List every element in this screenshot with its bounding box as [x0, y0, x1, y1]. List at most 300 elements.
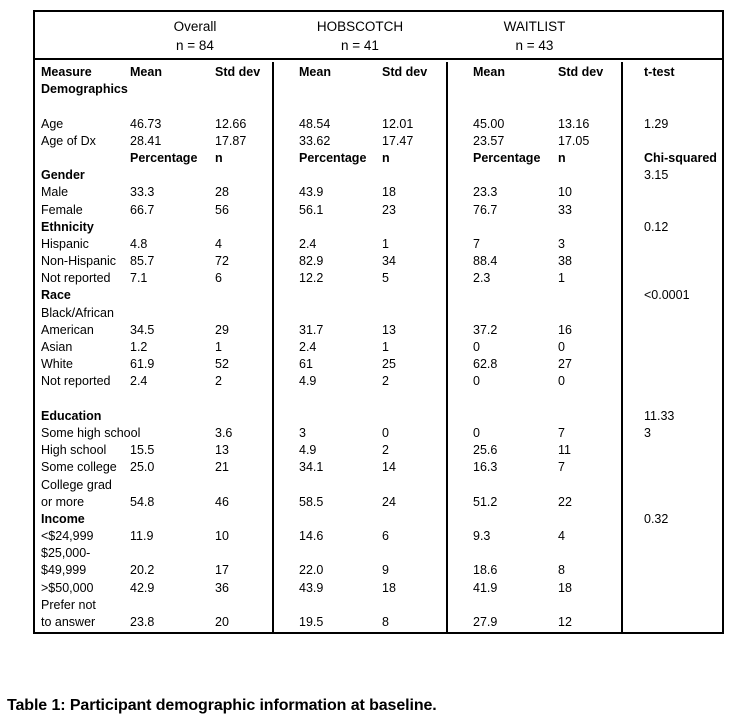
overall-std-cell: Std dev — [215, 65, 261, 79]
table-row — [35, 511, 722, 528]
overall-mean-cell: 1.2 — [130, 340, 148, 354]
waitlist-std-cell: n — [558, 150, 566, 165]
hobscotch-std-cell — [361, 219, 447, 236]
group-title: Overall — [173, 19, 217, 34]
waitlist-std-cell — [535, 477, 622, 494]
group-header-overall — [95, 12, 295, 55]
overall-std-cell — [211, 167, 273, 184]
row-label: High school — [41, 443, 107, 458]
hobscotch-std-cell — [361, 81, 447, 98]
overall-mean-cell — [123, 287, 211, 304]
overall-std-cell: 17.87 — [215, 133, 247, 148]
stat-cell — [622, 305, 722, 322]
hobscotch-mean-cell — [273, 511, 361, 528]
hobscotch-std-cell — [361, 98, 447, 115]
row-label: $25,000- — [41, 546, 91, 561]
row-label: <$24,999 — [41, 529, 94, 544]
overall-std-cell: 6 — [215, 271, 222, 286]
row-label: Non-Hispanic — [41, 254, 117, 269]
table-row — [35, 116, 722, 133]
overall-std-cell — [211, 511, 273, 528]
stat-cell — [622, 253, 722, 270]
overall-mean-cell — [123, 219, 211, 236]
stat-cell — [622, 562, 722, 579]
overall-mean-cell: 85.7 — [130, 254, 155, 269]
hobscotch-mean-cell: 43.9 — [299, 185, 324, 200]
overall-mean-cell: 61.9 — [130, 357, 155, 372]
hobscotch-mean-cell: 14.6 — [299, 529, 324, 544]
hobscotch-mean-cell — [273, 219, 361, 236]
waitlist-mean-cell — [447, 219, 535, 236]
hobscotch-mean-cell: 19.5 — [299, 615, 324, 629]
group-header-hobscotch — [273, 12, 447, 55]
table-row — [35, 339, 722, 356]
hobscotch-mean-cell: 43.9 — [299, 580, 324, 595]
table-row — [35, 373, 722, 390]
waitlist-std-cell — [535, 167, 622, 184]
waitlist-std-cell: 10 — [558, 185, 572, 200]
overall-std-cell: 20 — [215, 615, 229, 629]
stat-cell: 0.32 — [644, 511, 669, 526]
overall-mean-cell — [123, 511, 211, 528]
waitlist-mean-cell: 0 — [473, 425, 480, 440]
hobscotch-mean-cell: 3 — [299, 425, 306, 440]
hobscotch-mean-cell — [273, 391, 361, 408]
stat-cell — [622, 356, 722, 373]
table-row — [35, 356, 722, 373]
waitlist-mean-cell: 45.00 — [473, 116, 505, 131]
waitlist-mean-cell: 16.3 — [473, 460, 498, 475]
overall-mean-cell — [123, 98, 211, 115]
hobscotch-std-cell — [361, 391, 447, 408]
overall-mean-cell: 11.9 — [130, 529, 154, 544]
table-row — [35, 597, 722, 614]
waitlist-mean-cell — [447, 167, 535, 184]
waitlist-std-cell: 7 — [558, 460, 565, 475]
overall-std-cell: 3.6 — [215, 425, 233, 440]
waitlist-mean-cell: 41.9 — [473, 580, 498, 595]
hobscotch-mean-cell: 34.1 — [299, 460, 324, 475]
hobscotch-std-cell: 18 — [382, 185, 396, 200]
stat-cell — [622, 442, 722, 459]
waitlist-mean-cell: 27.9 — [473, 615, 498, 629]
overall-mean-cell: 15.5 — [130, 443, 155, 458]
overall-mean-cell — [123, 305, 211, 322]
waitlist-mean-cell — [447, 287, 535, 304]
table-row — [35, 614, 722, 631]
stat-cell — [622, 270, 722, 287]
hobscotch-mean-cell: Percentage — [299, 150, 367, 165]
waitlist-mean-cell: 23.57 — [473, 133, 505, 148]
stat-cell — [622, 614, 722, 631]
overall-mean-cell — [123, 81, 211, 98]
row-label: Gender — [41, 168, 85, 183]
stat-cell — [622, 322, 722, 339]
overall-std-cell — [211, 287, 273, 304]
hobscotch-std-cell: 34 — [382, 254, 396, 269]
stat-cell: 1.29 — [644, 116, 669, 131]
overall-std-cell: 29 — [215, 322, 229, 337]
hobscotch-mean-cell: 56.1 — [299, 202, 324, 217]
overall-mean-cell: 42.9 — [130, 580, 155, 595]
table-row — [35, 150, 722, 167]
waitlist-std-cell — [535, 597, 622, 614]
hobscotch-mean-cell: 61 — [299, 357, 313, 372]
overall-mean-cell: 20.2 — [130, 563, 155, 578]
waitlist-mean-cell: 2.3 — [473, 271, 491, 286]
hobscotch-std-cell — [361, 287, 447, 304]
hobscotch-std-cell: 23 — [382, 202, 396, 217]
waitlist-mean-cell — [447, 545, 535, 562]
table-row — [35, 391, 722, 408]
column-divider — [446, 62, 448, 632]
table-row — [35, 408, 722, 425]
overall-mean-cell: 46.73 — [130, 116, 162, 131]
overall-mean-cell: 66.7 — [130, 202, 155, 217]
hobscotch-mean-cell — [273, 287, 361, 304]
waitlist-mean-cell — [447, 391, 535, 408]
row-label: Demographics — [41, 82, 128, 97]
group-title: WAITLIST — [503, 19, 566, 34]
hobscotch-std-cell: 2 — [382, 443, 389, 458]
hobscotch-std-cell: 18 — [382, 580, 396, 595]
hobscotch-std-cell: 14 — [382, 460, 396, 475]
table-row — [35, 562, 722, 579]
stat-cell — [622, 339, 722, 356]
row-label: or more — [41, 494, 85, 509]
hobscotch-mean-cell — [273, 477, 361, 494]
overall-std-cell: 10 — [215, 529, 229, 544]
waitlist-mean-cell — [447, 81, 535, 98]
hobscotch-std-cell — [361, 477, 447, 494]
row-label: >$50,000 — [41, 580, 94, 595]
table-row — [35, 236, 722, 253]
waitlist-std-cell: 13.16 — [558, 116, 590, 131]
hobscotch-std-cell: 17.47 — [382, 133, 414, 148]
hobscotch-std-cell: Std dev — [382, 65, 428, 79]
waitlist-mean-cell: 23.3 — [473, 185, 498, 200]
hobscotch-std-cell — [361, 167, 447, 184]
overall-mean-cell: 7.1 — [130, 271, 148, 286]
hobscotch-std-cell: 1 — [382, 236, 389, 251]
overall-mean-cell: 23.8 — [130, 615, 155, 629]
hobscotch-std-cell — [361, 511, 447, 528]
table-header-band — [35, 12, 722, 60]
overall-std-cell: 12.66 — [215, 116, 247, 131]
row-label: Race — [41, 288, 71, 303]
stat-cell — [622, 81, 722, 98]
group-n: n = 84 — [176, 38, 214, 53]
hobscotch-std-cell: 1 — [382, 340, 389, 354]
row-label — [35, 150, 123, 167]
row-label: Ethnicity — [41, 219, 94, 234]
waitlist-std-cell: 12 — [558, 615, 572, 629]
row-label: $49,999 — [41, 563, 87, 578]
waitlist-std-cell — [535, 408, 622, 425]
waitlist-std-cell — [535, 305, 622, 322]
overall-std-cell — [211, 81, 273, 98]
overall-std-cell — [211, 305, 273, 322]
waitlist-mean-cell: Mean — [473, 65, 505, 79]
table-row — [35, 64, 722, 81]
waitlist-mean-cell — [447, 511, 535, 528]
waitlist-mean-cell: 76.7 — [473, 202, 498, 217]
overall-std-cell: 2 — [215, 374, 222, 389]
waitlist-std-cell: 3 — [558, 236, 565, 251]
table-row — [35, 477, 722, 494]
hobscotch-mean-cell: 2.4 — [299, 236, 317, 251]
hobscotch-std-cell: 9 — [382, 563, 389, 578]
row-label: Male — [41, 185, 69, 200]
stat-cell — [622, 236, 722, 253]
demographics-table — [33, 10, 724, 634]
overall-mean-cell: 2.4 — [130, 374, 148, 389]
table-body — [35, 62, 722, 632]
table-row — [35, 219, 722, 236]
table-row — [35, 528, 722, 545]
overall-std-cell: 1 — [215, 340, 222, 354]
waitlist-std-cell — [535, 287, 622, 304]
waitlist-mean-cell — [447, 408, 535, 425]
hobscotch-mean-cell: 48.54 — [299, 116, 331, 131]
table-row — [35, 442, 722, 459]
overall-mean-cell: 33.3 — [130, 185, 155, 200]
overall-mean-cell: 4.8 — [130, 236, 148, 251]
overall-std-cell: 21 — [215, 460, 229, 475]
hobscotch-mean-cell: 12.2 — [299, 271, 324, 286]
stat-cell: 11.33 — [644, 408, 675, 423]
overall-std-cell: 28 — [215, 185, 229, 200]
hobscotch-std-cell: 25 — [382, 357, 396, 372]
row-label: Female — [41, 202, 83, 217]
hobscotch-mean-cell: 82.9 — [299, 254, 324, 269]
waitlist-std-cell — [535, 98, 622, 115]
waitlist-std-cell: 0 — [558, 374, 565, 389]
overall-std-cell — [211, 477, 273, 494]
hobscotch-std-cell — [361, 545, 447, 562]
table-row — [35, 184, 722, 201]
stat-cell: t-test — [644, 65, 675, 79]
stat-cell — [622, 459, 722, 476]
stat-cell — [622, 580, 722, 597]
waitlist-mean-cell — [447, 477, 535, 494]
row-label: White — [41, 357, 73, 372]
waitlist-std-cell: 27 — [558, 357, 572, 372]
waitlist-std-cell: 11 — [558, 443, 571, 458]
stat-cell — [622, 477, 722, 494]
waitlist-std-cell: 16 — [558, 322, 572, 337]
table-row — [35, 494, 722, 511]
hobscotch-std-cell: 6 — [382, 529, 389, 544]
hobscotch-mean-cell — [273, 81, 361, 98]
row-label: Asian — [41, 340, 73, 354]
overall-std-cell: 13 — [215, 443, 229, 458]
row-label: to answer — [41, 615, 96, 629]
overall-std-cell: 46 — [215, 494, 229, 509]
overall-std-cell: 52 — [215, 357, 229, 372]
waitlist-std-cell: 4 — [558, 529, 565, 544]
hobscotch-mean-cell — [273, 305, 361, 322]
overall-mean-cell — [123, 477, 211, 494]
overall-mean-cell — [123, 597, 211, 614]
table-caption: Table 1: Participant demographic information at baseline. — [7, 697, 437, 714]
overall-std-cell — [211, 545, 273, 562]
row-label: Some high school — [41, 425, 141, 440]
row-label: American — [41, 322, 94, 337]
stat-cell — [622, 391, 722, 408]
overall-std-cell — [211, 391, 273, 408]
row-label: Education — [41, 408, 102, 423]
row-label: Age — [41, 116, 64, 131]
table-row — [35, 305, 722, 322]
waitlist-std-cell — [535, 511, 622, 528]
hobscotch-mean-cell: Mean — [299, 65, 331, 79]
stat-cell — [622, 545, 722, 562]
row-label: Measure — [41, 65, 92, 79]
stat-cell — [622, 184, 722, 201]
hobscotch-mean-cell — [273, 597, 361, 614]
stat-cell: 3.15 — [644, 168, 669, 183]
overall-std-cell: n — [215, 150, 223, 165]
row-label: Income — [41, 511, 85, 526]
hobscotch-mean-cell: 4.9 — [299, 443, 317, 458]
table-row — [35, 322, 722, 339]
hobscotch-std-cell: 0 — [382, 425, 389, 440]
table-row — [35, 98, 722, 115]
overall-std-cell: 56 — [215, 202, 229, 217]
overall-mean-cell: 34.5 — [130, 322, 155, 337]
overall-std-cell — [211, 98, 273, 115]
column-divider — [272, 62, 274, 632]
waitlist-std-cell: 8 — [558, 563, 565, 578]
waitlist-std-cell — [535, 81, 622, 98]
waitlist-std-cell — [535, 545, 622, 562]
stat-cell — [622, 528, 722, 545]
stat-cell — [622, 597, 722, 614]
waitlist-std-cell: 1 — [558, 271, 565, 286]
waitlist-mean-cell: 7 — [473, 236, 480, 251]
overall-mean-cell: Percentage — [130, 150, 198, 165]
waitlist-mean-cell: 37.2 — [473, 322, 498, 337]
waitlist-mean-cell: 51.2 — [473, 494, 498, 509]
overall-mean-cell: 25.0 — [130, 460, 155, 475]
table-row — [35, 81, 722, 98]
waitlist-std-cell — [535, 391, 622, 408]
row-label: Black/African — [41, 305, 114, 320]
overall-mean-cell — [123, 425, 211, 442]
waitlist-std-cell — [535, 219, 622, 236]
hobscotch-std-cell: 24 — [382, 494, 396, 509]
hobscotch-std-cell — [361, 305, 447, 322]
hobscotch-mean-cell: 2.4 — [299, 340, 317, 354]
waitlist-std-cell: 0 — [558, 340, 565, 354]
table-row — [35, 580, 722, 597]
stat-cell: <0.0001 — [644, 288, 690, 303]
waitlist-std-cell: 33 — [558, 202, 572, 217]
hobscotch-mean-cell: 4.9 — [299, 374, 317, 389]
overall-mean-cell — [123, 167, 211, 184]
group-header-waitlist — [447, 12, 622, 55]
waitlist-mean-cell: Percentage — [473, 150, 541, 165]
table-row — [35, 202, 722, 219]
hobscotch-mean-cell — [273, 167, 361, 184]
table-row — [35, 459, 722, 476]
table-row — [35, 425, 722, 442]
hobscotch-std-cell: 12.01 — [382, 116, 414, 131]
overall-mean-cell — [123, 391, 211, 408]
overall-mean-cell: 54.8 — [130, 494, 155, 509]
overall-std-cell — [211, 408, 273, 425]
overall-mean-cell — [123, 408, 211, 425]
waitlist-std-cell: 17.05 — [558, 133, 590, 148]
hobscotch-std-cell: n — [382, 150, 390, 165]
hobscotch-mean-cell — [273, 98, 361, 115]
waitlist-std-cell: 7 — [558, 425, 565, 440]
waitlist-mean-cell: 18.6 — [473, 563, 498, 578]
stat-cell: 0.12 — [644, 219, 669, 234]
stat-cell — [622, 494, 722, 511]
hobscotch-mean-cell: 58.5 — [299, 494, 324, 509]
stat-cell — [622, 202, 722, 219]
stat-cell: Chi-squared — [644, 150, 717, 165]
waitlist-std-cell: Std dev — [558, 65, 604, 79]
hobscotch-std-cell: 8 — [382, 615, 389, 629]
hobscotch-mean-cell: 22.0 — [299, 563, 324, 578]
hobscotch-mean-cell — [273, 408, 361, 425]
overall-std-cell — [211, 597, 273, 614]
overall-std-cell: 17 — [215, 563, 229, 578]
table-row — [35, 545, 722, 562]
row-label: Not reported — [41, 374, 111, 389]
stat-cell — [622, 98, 722, 115]
row-label: College grad — [41, 477, 112, 492]
table-row — [35, 270, 722, 287]
row-label — [35, 391, 123, 408]
waitlist-mean-cell: 0 — [473, 340, 480, 354]
hobscotch-mean-cell — [273, 545, 361, 562]
waitlist-mean-cell: 62.8 — [473, 357, 498, 372]
table-row — [35, 287, 722, 304]
overall-mean-cell: Mean — [130, 65, 162, 79]
hobscotch-mean-cell: 33.62 — [299, 133, 331, 148]
waitlist-mean-cell: 9.3 — [473, 529, 491, 544]
hobscotch-std-cell — [361, 408, 447, 425]
overall-std-cell: 4 — [215, 236, 222, 251]
waitlist-std-cell: 22 — [558, 494, 572, 509]
table-row — [35, 133, 722, 150]
row-label: Some college — [41, 460, 117, 475]
waitlist-mean-cell — [447, 305, 535, 322]
table-row — [35, 167, 722, 184]
overall-std-cell: 36 — [215, 580, 229, 595]
overall-std-cell: 72 — [215, 254, 229, 269]
waitlist-std-cell: 18 — [558, 580, 572, 595]
hobscotch-std-cell: 2 — [382, 374, 389, 389]
waitlist-mean-cell: 88.4 — [473, 254, 498, 269]
row-label: Prefer not — [41, 597, 96, 612]
waitlist-std-cell: 38 — [558, 254, 572, 269]
hobscotch-mean-cell: 31.7 — [299, 322, 324, 337]
column-divider — [621, 62, 623, 632]
overall-mean-cell — [123, 545, 211, 562]
group-title: HOBSCOTCH — [316, 19, 404, 34]
waitlist-mean-cell: 0 — [473, 374, 480, 389]
hobscotch-std-cell: 13 — [382, 322, 396, 337]
waitlist-mean-cell — [447, 98, 535, 115]
stat-cell: 3 — [644, 425, 651, 440]
waitlist-mean-cell — [447, 597, 535, 614]
stat-cell — [622, 133, 722, 150]
